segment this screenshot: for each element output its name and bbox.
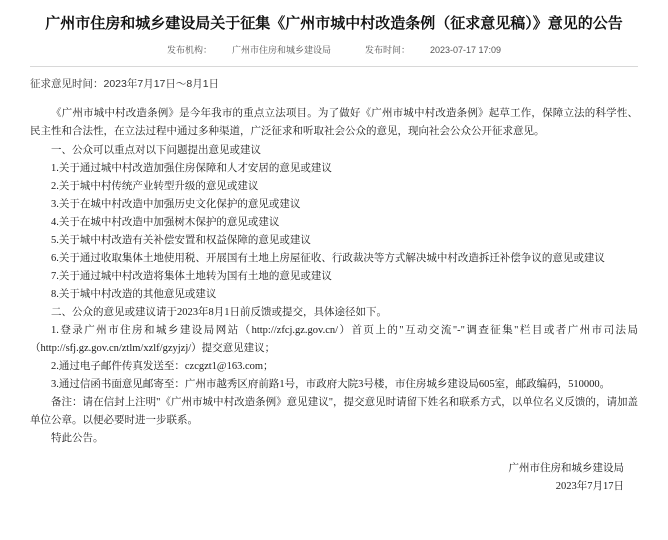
- issuer-value: 广州市住房和城乡建设局: [231, 45, 331, 55]
- signature-org: 广州市住房和城乡建设局: [508, 463, 624, 474]
- comment-period: 征求意见时间：2023年7月17日～8月1日: [30, 78, 220, 90]
- channel-item: 1.登录广州市住房和城乡建设局网站（http://zfcj.gz.gov.cn/）首页上的"互动交流"-"调查征集"栏目或者广州市司法局（http://sfj.gz.gov.cn/ztlm/xzlf/gzyjzj/）提交意见建议；: [30, 325, 638, 354]
- signature-date: 2023年7月17日: [555, 481, 624, 492]
- signature-block: [30, 460, 638, 496]
- closing-paragraph: 特此公告。: [51, 433, 104, 444]
- document-meta: [0, 43, 668, 56]
- channel-item: 2.通过电子邮件传真发送至：czcgzt1@163.com；: [51, 361, 274, 372]
- issuer-label: 发布机构：: [166, 45, 212, 55]
- body-paragraph: 《广州市城中村改造条例》是今年我市的重点立法项目。为了做好《广州市城中村改造条例》起草工作，保障立法的科学性、民主性和合法性，在立法过程中通过多种渠道，广泛征求和听取社会公众的意见，现向社会公众公开征求意见。: [30, 108, 638, 137]
- publish-date-label: 发布时间：: [364, 45, 410, 55]
- list-item: 1.关于通过城中村改造加强住房保障和人才安居的意见或建议: [51, 163, 332, 174]
- section-heading-two: 二、公众的意见或建议请于2023年8月1日前反馈或提交，具体途径如下。: [51, 307, 387, 318]
- document-body: [30, 105, 638, 448]
- list-item: 2.关于城中村传统产业转型升级的意见或建议: [51, 181, 259, 192]
- list-item: 3.关于在城中村改造中加强历史文化保护的意见或建议: [51, 199, 301, 210]
- publish-date-value: 2023-07-17 17:09: [429, 45, 502, 55]
- section-heading-one: 一、公众可以重点对以下问题提出意见或建议: [51, 145, 261, 156]
- list-item: 7.关于通过城中村改造将集体土地转为国有土地的意见或建议: [51, 271, 332, 282]
- list-item: 6.关于通过收取集体土地使用税、开展国有土地上房屋征收、行政裁决等方式解决城中村改造拆迁补偿争议的意见或建议: [51, 253, 605, 264]
- header-divider: [30, 66, 638, 67]
- list-item: 4.关于在城中村改造中加强树木保护的意见或建议: [51, 217, 280, 228]
- page-title: 广州市住房和城乡建设局关于征集《广州市城中村改造条例（征求意见稿）》意见的公告: [45, 16, 623, 32]
- remark-paragraph: 备注：请在信封上注明"《广州市城中村改造条例》意见建议"，提交意见时请留下姓名和联系方式，以单位名义反馈的，请加盖单位公章。以便必要时进一步联系。: [30, 397, 638, 426]
- list-item: 8.关于城中村改造的其他意见或建议: [51, 289, 217, 300]
- channel-item: 3.通过信函书面意见邮寄至：广州市越秀区府前路1号，市政府大院3号楼，市住房城乡建设局605室，邮政编码，510000。: [51, 379, 611, 390]
- list-item: 5.关于城中村改造有关补偿安置和权益保障的意见或建议: [51, 235, 311, 246]
- document-page: [0, 14, 668, 540]
